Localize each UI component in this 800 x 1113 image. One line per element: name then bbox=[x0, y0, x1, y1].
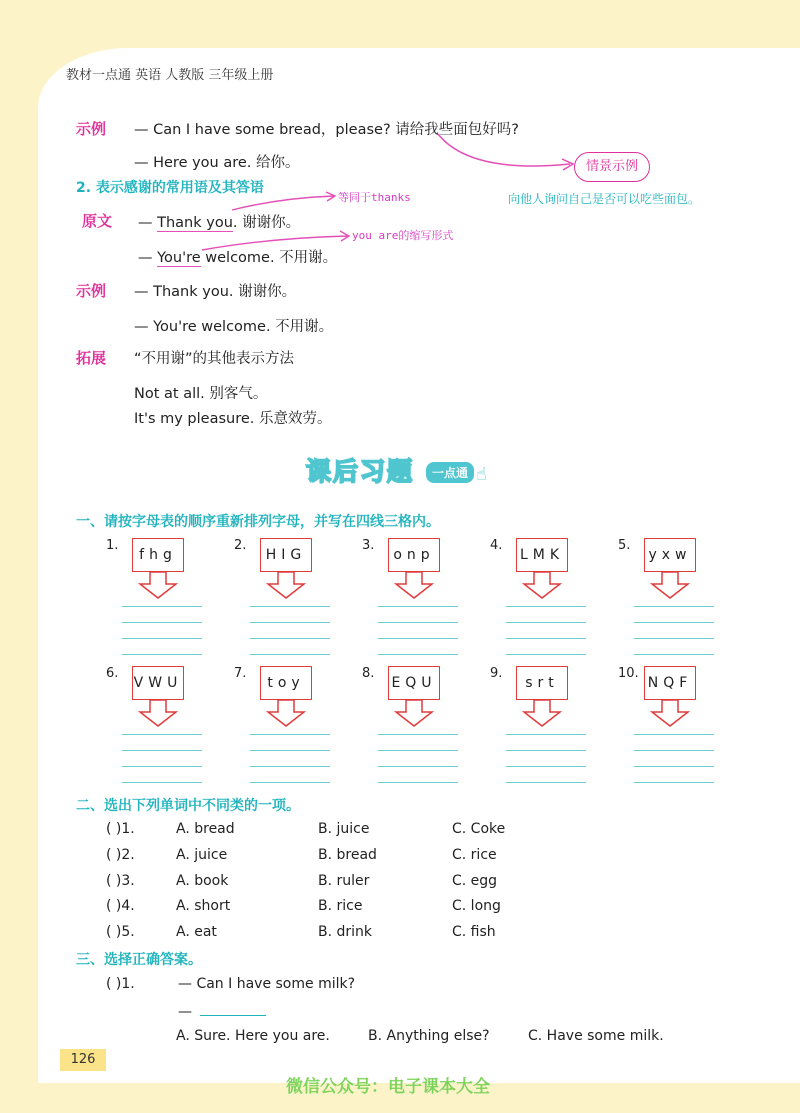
option-c[interactable]: C. egg bbox=[452, 872, 498, 889]
writing-line bbox=[250, 654, 330, 655]
writing-line bbox=[506, 734, 586, 735]
option-c[interactable]: C. long bbox=[452, 898, 501, 915]
writing-line bbox=[378, 734, 458, 735]
writing-line bbox=[506, 766, 586, 767]
writing-line bbox=[250, 638, 330, 639]
option-b[interactable]: B. bread bbox=[318, 846, 377, 863]
writing-lines[interactable] bbox=[122, 734, 202, 782]
example2-line-2: — You're welcome. 不用谢。 bbox=[134, 319, 334, 335]
letter-item-number: 2. bbox=[234, 538, 247, 553]
writing-line bbox=[122, 606, 202, 607]
down-arrow-icon bbox=[138, 700, 178, 728]
down-arrow-icon bbox=[650, 572, 690, 600]
down-arrow-icon bbox=[394, 700, 434, 728]
original-line-1-rest: . 谢谢你。 bbox=[232, 215, 301, 231]
question-prefix: ( )4. bbox=[106, 898, 135, 915]
youre-note: you are的缩写形式 bbox=[352, 229, 454, 242]
down-arrow-icon bbox=[394, 572, 434, 600]
letter-item-number: 8. bbox=[362, 666, 375, 681]
writing-line bbox=[378, 782, 458, 783]
writing-lines[interactable] bbox=[634, 606, 714, 654]
extend-tag: 拓展 bbox=[76, 349, 107, 367]
youre-word: You're bbox=[157, 250, 201, 266]
option-b[interactable]: B. ruler bbox=[318, 872, 370, 889]
thank-you-phrase: Thank you bbox=[157, 215, 233, 231]
writing-line bbox=[634, 638, 714, 639]
writing-line bbox=[122, 654, 202, 655]
homework-banner bbox=[300, 448, 500, 494]
letter-item-number: 3. bbox=[362, 538, 375, 553]
writing-line bbox=[506, 654, 586, 655]
option-c[interactable]: C. rice bbox=[452, 846, 497, 863]
down-arrow-icon bbox=[650, 700, 690, 728]
ex3-q1-reply bbox=[178, 1004, 266, 1020]
example-tag: 示例 bbox=[76, 120, 107, 138]
writing-lines[interactable] bbox=[506, 606, 586, 654]
option-c[interactable]: C. fish bbox=[452, 924, 496, 941]
letter-box: VWU bbox=[132, 666, 184, 700]
question-prefix: ( )1. bbox=[106, 821, 135, 837]
writing-line bbox=[634, 782, 714, 783]
banner-title: 课后习题 bbox=[306, 457, 415, 486]
writing-line bbox=[634, 606, 714, 607]
writing-line bbox=[250, 782, 330, 783]
youre-note-arrow bbox=[200, 228, 355, 254]
letter-item-number: 10. bbox=[618, 666, 639, 681]
question-prefix: ( )3. bbox=[106, 872, 135, 889]
writing-line bbox=[506, 606, 586, 607]
letter-item-number: 1. bbox=[106, 538, 119, 553]
option-a[interactable]: A. eat bbox=[176, 924, 217, 941]
writing-line bbox=[634, 734, 714, 735]
letter-item-number: 4. bbox=[490, 538, 503, 553]
letter-item-number: 9. bbox=[490, 666, 503, 681]
dash: — bbox=[138, 215, 153, 231]
letter-box: NQF bbox=[644, 666, 696, 700]
writing-line bbox=[378, 622, 458, 623]
down-arrow-icon bbox=[522, 572, 562, 600]
writing-lines[interactable] bbox=[378, 734, 458, 782]
banner-subtitle: 一点通 bbox=[426, 462, 474, 483]
writing-line bbox=[250, 766, 330, 767]
writing-lines[interactable] bbox=[250, 734, 330, 782]
ex3-q1-option-c[interactable]: C. Have some milk. bbox=[528, 1028, 664, 1044]
option-c[interactable]: C. Coke bbox=[452, 821, 506, 837]
bubble-note: 向他人询问自己是否可以吃些面包。 bbox=[508, 192, 701, 206]
ex3-q1-option-b[interactable]: B. Anything else? bbox=[368, 1028, 490, 1044]
writing-line bbox=[250, 622, 330, 623]
page-number: 126 bbox=[60, 1049, 106, 1071]
letter-box: toy bbox=[260, 666, 312, 700]
letter-box: onp bbox=[388, 538, 440, 572]
down-arrow-icon bbox=[522, 700, 562, 728]
down-arrow-icon bbox=[266, 572, 306, 600]
writing-line bbox=[378, 654, 458, 655]
writing-line bbox=[378, 750, 458, 751]
writing-line bbox=[122, 622, 202, 623]
extend-line-2: It's my pleasure. 乐意效劳。 bbox=[134, 411, 332, 427]
pointing-hand-icon: ☝ bbox=[476, 464, 487, 485]
example-tag-2: 示例 bbox=[76, 282, 107, 300]
original-tag: 原文 bbox=[82, 212, 113, 230]
writing-line bbox=[122, 638, 202, 639]
writing-lines[interactable] bbox=[506, 734, 586, 782]
down-arrow-icon bbox=[138, 572, 178, 600]
writing-line bbox=[634, 622, 714, 623]
option-b[interactable]: B. drink bbox=[318, 924, 373, 941]
writing-line bbox=[250, 734, 330, 735]
writing-line bbox=[122, 766, 202, 767]
exercise-3-title: 三、选择正确答案。 bbox=[76, 952, 202, 968]
reply-dash: — bbox=[178, 1004, 192, 1020]
dash: — bbox=[138, 250, 153, 266]
writing-line bbox=[122, 734, 202, 735]
thanks-note: 等同于thanks bbox=[338, 191, 411, 204]
exercise-1-title: 一、请按字母表的顺序重新排列字母，并写在四线三格内。 bbox=[76, 514, 440, 530]
letter-box: yxw bbox=[644, 538, 696, 572]
writing-lines[interactable] bbox=[634, 734, 714, 782]
option-a[interactable]: A. book bbox=[176, 872, 229, 889]
writing-line bbox=[122, 782, 202, 783]
letter-item-number: 5. bbox=[618, 538, 631, 553]
writing-line bbox=[378, 638, 458, 639]
writing-line bbox=[378, 766, 458, 767]
footer-wechat: 微信公众号：电子课本大全 bbox=[286, 1077, 490, 1097]
writing-line bbox=[634, 766, 714, 767]
answer-blank[interactable] bbox=[200, 1015, 266, 1016]
writing-lines[interactable] bbox=[122, 606, 202, 654]
exercise-2-title: 二、选出下列单词中不同类的一项。 bbox=[76, 798, 300, 814]
writing-line bbox=[506, 782, 586, 783]
option-a[interactable]: A. bread bbox=[176, 821, 235, 837]
letter-box: srt bbox=[516, 666, 568, 700]
example-line-1: — Can I have some bread，please? 请给我些面包好吗? bbox=[134, 122, 519, 138]
writing-line bbox=[506, 622, 586, 623]
scenario-bubble: 情景示例 bbox=[574, 152, 650, 182]
letter-box: HIG bbox=[260, 538, 312, 572]
writing-line bbox=[634, 654, 714, 655]
original-line-2-rest: welcome. 不用谢。 bbox=[200, 250, 338, 266]
writing-line bbox=[634, 750, 714, 751]
thanks-note-arrow bbox=[230, 190, 340, 214]
ex3-q1-question: — Can I have some milk? bbox=[178, 976, 356, 992]
writing-lines[interactable] bbox=[378, 606, 458, 654]
writing-line bbox=[378, 606, 458, 607]
writing-line bbox=[506, 750, 586, 751]
bubble-arrow bbox=[430, 130, 590, 180]
example-line-2: — Here you are. 给你。 bbox=[134, 155, 300, 171]
writing-line bbox=[250, 606, 330, 607]
letter-box: EQU bbox=[388, 666, 440, 700]
writing-line bbox=[122, 750, 202, 751]
option-b[interactable]: B. rice bbox=[318, 898, 363, 915]
extend-title: “不用谢”的其他表示方法 bbox=[134, 351, 295, 367]
question-prefix: ( )5. bbox=[106, 924, 135, 941]
writing-lines[interactable] bbox=[250, 606, 330, 654]
option-b[interactable]: B. juice bbox=[318, 821, 370, 837]
letter-box: LMK bbox=[516, 538, 568, 572]
example2-line-1: — Thank you. 谢谢你。 bbox=[134, 284, 297, 300]
question-prefix: ( )2. bbox=[106, 846, 135, 863]
letter-box: fhg bbox=[132, 538, 184, 572]
letter-item-number: 6. bbox=[106, 666, 119, 681]
letter-item-number: 7. bbox=[234, 666, 247, 681]
section-2-title: 2. 表示感谢的常用语及其答语 bbox=[76, 180, 264, 196]
extend-line-1: Not at all. 别客气。 bbox=[134, 386, 268, 402]
writing-line bbox=[506, 638, 586, 639]
ex3-q1-option-a[interactable]: A. Sure. Here you are. bbox=[176, 1028, 330, 1044]
option-a[interactable]: A. juice bbox=[176, 846, 228, 863]
writing-line bbox=[250, 750, 330, 751]
ex3-q1-prefix: ( )1. bbox=[106, 976, 135, 992]
option-a[interactable]: A. short bbox=[176, 898, 231, 915]
page-header: 教材一点通 英语 人教版 三年级上册 bbox=[66, 68, 274, 83]
down-arrow-icon bbox=[266, 700, 306, 728]
